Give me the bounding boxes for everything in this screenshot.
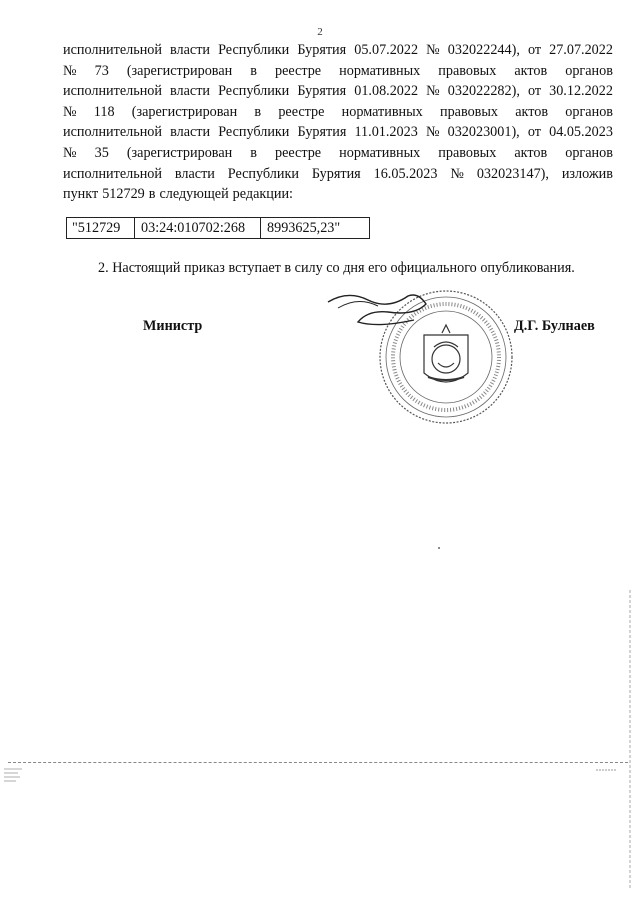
clause-2: 2. Настоящий приказ вступает в силу со дня его официального опубликования.	[98, 260, 575, 276]
text-line: № 73 (зарегистрирован в реестре нормативных правовых актов органов	[63, 62, 613, 79]
text-line: исполнительной власти Республики Бурятия 11.01.2023 № 032023001), от 04.05.2023	[63, 124, 613, 141]
text-line: исполнительной власти Республики Бурятия 16.05.2023 № 032023147), изложив	[63, 165, 613, 182]
signatory-title: Министр	[143, 318, 203, 334]
text-line: № 35 (зарегистрирован в реестре нормативных правовых актов органов	[63, 144, 613, 161]
page-number: 2	[317, 26, 323, 38]
text-line: исполнительной власти Республики Бурятия 01.08.2022 № 032022282), от 30.12.2022	[63, 83, 613, 100]
cadastral-value-cell: 8993625,23"	[261, 218, 370, 239]
cadastral-value-table	[66, 217, 370, 239]
text-line: пункт 512729 в следующей редакции:	[63, 186, 294, 203]
table-row	[67, 218, 370, 239]
scan-edge-shadow	[628, 590, 632, 890]
scan-artifact-mark	[596, 766, 620, 774]
scan-speck	[438, 547, 440, 549]
cadastral-number-cell: 03:24:010702:268	[135, 218, 261, 239]
body-paragraph	[63, 40, 613, 205]
item-number-cell: "512729	[67, 218, 135, 239]
text-line: № 118 (зарегистрирован в реестре нормативных правовых актов органов	[63, 103, 613, 120]
handwritten-signature	[318, 282, 438, 342]
scan-separator-line	[8, 762, 628, 763]
scan-artifact-mark	[4, 766, 24, 786]
signatory-name: Д.Г. Булнаев	[514, 318, 595, 334]
text-line: исполнительной власти Республики Бурятия 05.07.2022 № 032022244), от 27.07.2022	[63, 42, 613, 58]
